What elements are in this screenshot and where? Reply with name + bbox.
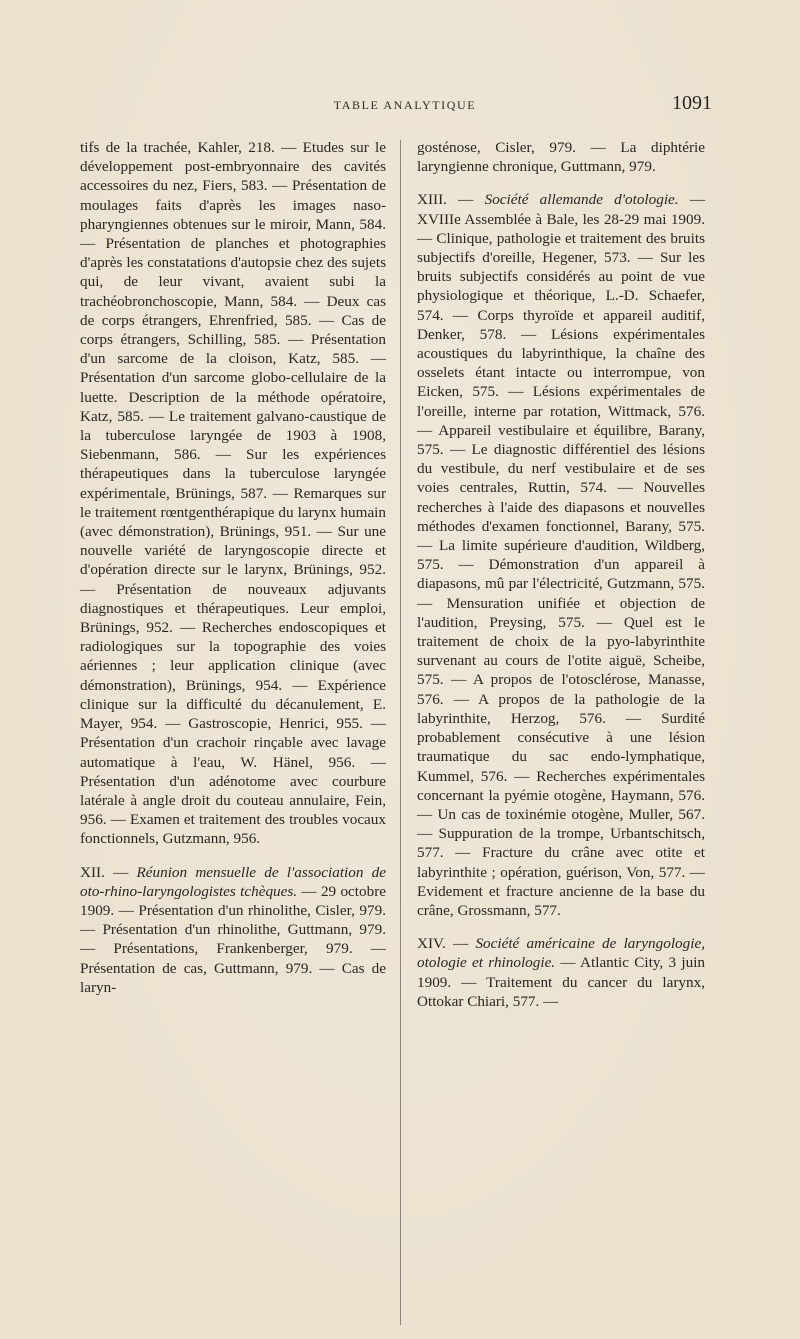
section-xiii-label: XIII. — <box>417 191 474 209</box>
page-number: 1091 <box>672 92 712 114</box>
section-xiii-paragraph <box>417 190 705 920</box>
section-xiii-title: Société allemande d'otologie. <box>484 191 679 209</box>
left-column <box>80 138 386 997</box>
section-xiv-label: XIV. — <box>417 935 469 953</box>
section-xiv-paragraph <box>417 934 705 1011</box>
section-xiv-body: — Atlantic City, 3 juin 1909. — Traitement du cancer du larynx, Ottokar Chiari, 577. — <box>417 954 706 1010</box>
section-xiv-title: Société américaine de laryngologie, otologie et rhinologie. <box>417 935 705 972</box>
section-xii-body: — 29 octobre 1909. — Présentation d'un rhinolithe, Cisler, 979. — Présentation d'un rhinolithe, Guttmann, 979. — Présentations, Frankenberger, 979. — Présentation de cas, Guttmann, 979. — Cas de laryn- <box>80 882 387 996</box>
running-title: TABLE ANALYTIQUE <box>333 98 477 112</box>
right-column <box>417 138 705 1011</box>
left-continued-paragraph: tifs de la trachée, Kahler, 218. — Etudes sur le développement post-embryonnaire des cavités accessoires du nez, Fiers, 583. — Présentation de moulages faits d'après les images naso-pharyngiennes obtenues sur le miroir, Mann, 584. — Présentation de planches et photographies d'après les constatations d'autopsie chez des sujets qui, de leur vivant, avaient subi la trachéobronchoscopie, Mann, 584. — Deux cas de corps étrangers, Ehrenfried, 585. — Cas de corps étrangers, Schilling, 585. — Présentation d'un sarcome de la cloison, Katz, 585. — Présentation d'un sarcome globo-cellulaire de la luette. Description de la méthode opératoire, Katz, 585. — Le traitement galvano-caustique de la tuberculose laryngée de 1903 à 1908, Siebenmann, 586. — Sur les expériences thérapeutiques dans la tuberculose laryngée expérimentale, Brünings, 587. — Remarques sur le traitement rœntgenthérapique du larynx humain (avec démonstration), Brünings, 951. — Sur une nouvelle variété de laryngoscopie directe et d'opération directe sur le larynx, Brünings, 952. — Présentation de nouveaux adjuvants diagnostiques et thérapeutiques. Leur emploi, Brünings, 952. — Recherches endoscopiques et radiologiques sur la topographie des voies aériennes ; leur application clinique (avec démonstration), Brünings, 954. — Expérience clinique sur la difficulté du décanulement, E. Mayer, 954. — Gastroscopie, Henrici, 955. — Présentation d'un crachoir rinçable avec lavage automatique à l'eau, W. Hänel, 956. — Présentation d'un adénotome avec courbure latérale à angle droit du couteau annulaire, Fein, 956. — Examen et traitement des troubles vocaux fonctionnels, Gutzmann, 956. <box>80 139 386 848</box>
section-xii-paragraph <box>80 863 386 997</box>
section-xii-title: Réunion mensuelle de l'association de oto-rhino-laryngologistes tchèques. <box>80 863 386 900</box>
column-divider <box>400 140 401 1325</box>
running-head <box>0 92 800 122</box>
section-xiii-body: — XVIIIe Assemblée à Bale, les 28-29 mai 1909. — Clinique, pathologie et traitement des bruits subjectifs d'oreille, Hegener, 573. — Sur les bruits subjectifs considérés au point de vue physiologique et théorique, L.-D. Schaefer, 574. — Corps thyroïde et appareil auditif, Denker, 578. — Lésions expérimentales acoustiques du labyrinthique, la chaîne des osselets étant intacte ou interrompue, von Eicken, 575. — Lésions expérimentales de l'oreille, interne par rotation, Wittmack, 576. — Appareil vestibulaire et équilibre, Barany, 575. — Le diagnostic différentiel des lésions du vestibule, du nerf vestibulaire et de ses voies centrales, Ruttin, 574. — Nouvelles recherches à l'aide des diapasons et nouvelles méthodes d'examen fonctionnel, Barany, 575. — La limite supérieure d'audition, Wildberg, 575. — Démonstration d'un appareil à diapasons, mû par l'électricité, Gutzmann, 575. — Mensuration unifiée et objection de l'audition, Preysing, 575. — Quel est le traitement de choix de la pyo-labyrinthite survenant au cours de l'otite aiguë, Scheibe, 575. — A propos de l'otosclérose, Manasse, 576. — A propos de la pathologie de la labyrinthite, Herzog, 576. — Surdité probablement consécutive à une lésion traumatique du sac endo-lymphatique, Kummel, 576. — Recherches expérimentales concernant la pyémie otogène, Haymann, 576. — Un cas de toxinémie otogène, Muller, 567. — Suppuration de la trompe, Urbantschitsch, 577. — Fracture du crâne avec otite et labyrinthite ; opération, guérison, Von, 577. — Evidement et fracture ancienne de la base du crâne, Grossmann, 577. <box>417 191 706 919</box>
section-xii-label: XII. — <box>80 863 129 881</box>
right-continued-paragraph: gosténose, Cisler, 979. — La diphtérie laryngienne chronique, Guttmann, 979. <box>417 139 705 176</box>
